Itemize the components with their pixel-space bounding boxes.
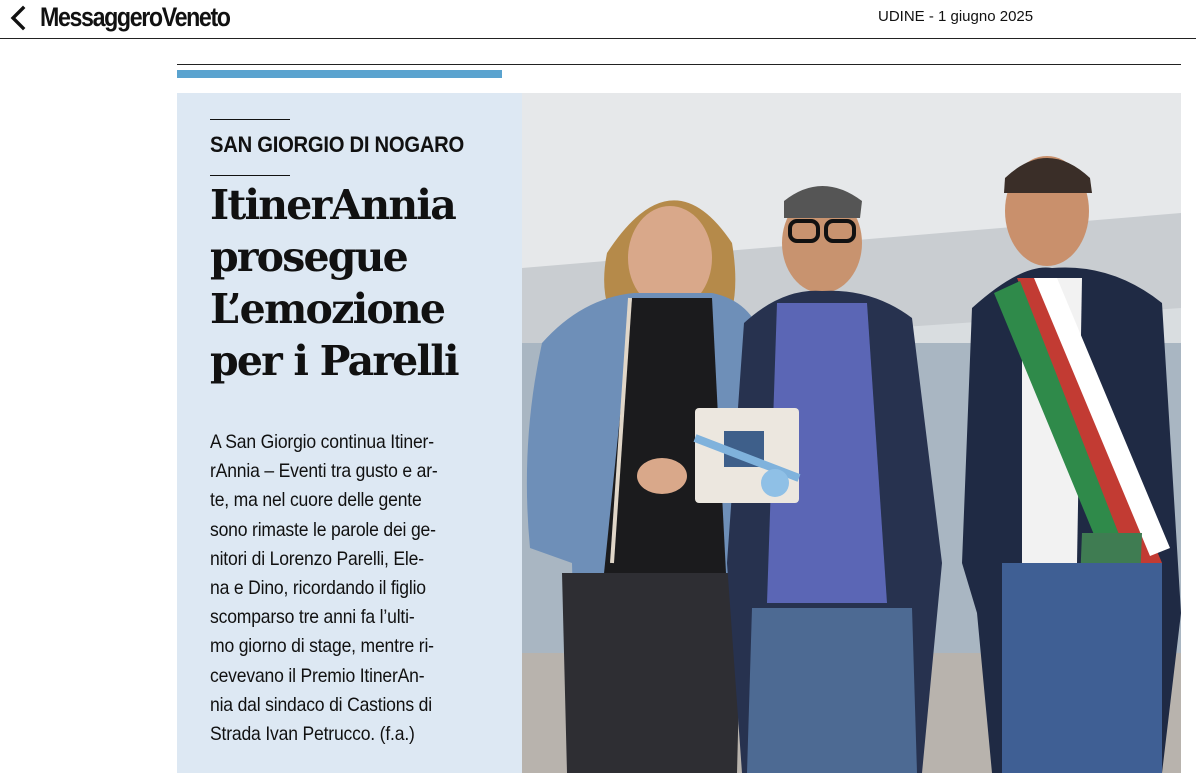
headline-line: prosegue [210, 233, 407, 281]
chevron-left-icon [6, 5, 32, 31]
headline-line: L’emozione [210, 285, 445, 333]
edition-dateline: UDINE - 1 giugno 2025 [878, 8, 1034, 25]
headline-line: per i Parelli [210, 337, 458, 385]
body-line: te, ma nel cuore delle gente [210, 489, 422, 512]
photo-three-people-award [522, 93, 1181, 773]
body-line: A San Giorgio continua Itiner- [210, 431, 434, 453]
body-line: na e Dino, ricordando il figlio [210, 577, 426, 600]
article-headline [210, 179, 510, 387]
article-body [210, 428, 510, 749]
body-line: Strada Ivan Petrucco. (f.a.) [210, 723, 415, 746]
body-line: rAnnia – Eventi tra gusto e ar- [210, 460, 438, 483]
body-line: sono rimaste le parole dei ge- [210, 518, 436, 541]
kicker-rule-top [210, 119, 290, 120]
body-line: nitori di Lorenzo Parelli, Ele- [210, 547, 424, 570]
article-text-panel [177, 93, 522, 773]
headline-line: ItinerAnnia [210, 181, 455, 229]
section-accent-bar [177, 70, 502, 78]
article-top-rule [177, 64, 1181, 65]
body-line: scomparso tre anni fa l’ulti- [210, 606, 415, 629]
body-line: cevevano il Premio ItinerAn- [210, 664, 425, 687]
body-line: mo giorno di stage, mentre ri- [210, 635, 434, 658]
body-line: nia dal sindaco di Castions di [210, 693, 432, 716]
article-photo [522, 93, 1181, 773]
top-bar [0, 0, 1196, 39]
article-kicker: SAN GIORGIO DI NOGARO [210, 132, 464, 157]
back-button[interactable] [6, 5, 32, 31]
brand-logo[interactable]: MessaggeroVeneto [40, 2, 230, 32]
kicker-rule-bottom [210, 175, 290, 176]
